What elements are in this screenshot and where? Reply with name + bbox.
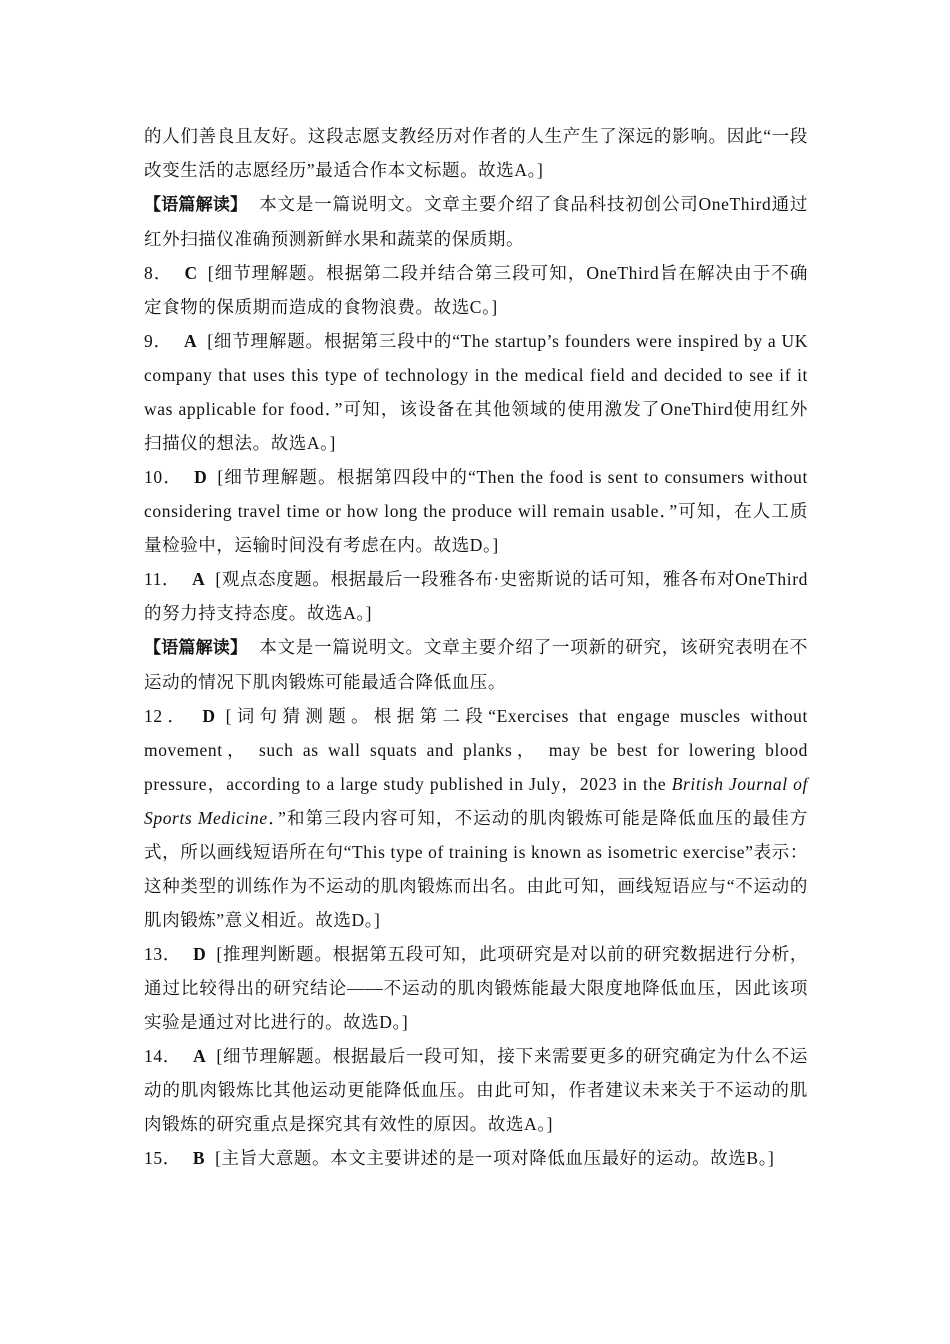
answer-item-10 (144, 460, 808, 562)
reading-interpretation-text: 本文是一篇说明文。文章主要介绍了食品科技初创公司OneThird通过红外扫描仪准确预测新鲜水果和蔬菜的保质期。 (144, 194, 808, 249)
answer-letter: D (193, 944, 207, 964)
answer-key-page (144, 119, 808, 1175)
answer-letter: A (192, 569, 206, 589)
reading-interpretation-heading: 【语篇解读】 (144, 195, 248, 215)
answer-letter: D (202, 706, 216, 726)
answer-item-11 (144, 562, 808, 630)
answer-explanation-part-b: ．”和第三段内容可知，不运动的肌肉锻炼可能是降低血压的最佳方式，所以画线短语所在句“This type of training is known as isometric exercise”表示：这种类型的训练作为不运动的肌肉锻炼而出名。由此可知，画线短语应与“不运动的肌肉锻炼”意义相近。故选D。] (144, 808, 809, 930)
question-number: 13． (144, 944, 182, 964)
journal-title: British Journal of Sports Medicine (144, 774, 808, 828)
answer-item-14 (144, 1039, 808, 1141)
question-number: 15． (144, 1148, 181, 1168)
answer-letter: D (194, 467, 208, 487)
continued-explanation: 的人们善良且友好。这段志愿支教经历对作者的人生产生了深远的影响。因此“一段改变生活的志愿经历”最适合作本文标题。故选A。] (144, 126, 808, 180)
answer-explanation-part-a: [词句猜测题。根据第二段“Exercises that engage muscles without movement， such as wall squats and planks， may be best for lowering blood pressure，according to a large study published in July，2023 in the (144, 706, 808, 794)
answer-item-9 (144, 324, 808, 460)
answer-letter: B (192, 1148, 206, 1168)
question-number: 14． (144, 1046, 182, 1066)
answer-explanation: [主旨大意题。本文主要讲述的是一项对降低血压最好的运动。故选B。] (215, 1148, 775, 1168)
question-number: 8． (144, 263, 173, 283)
answer-letter: C (184, 263, 198, 283)
answer-explanation: [观点态度题。根据最后一段雅各布·史密斯说的话可知，雅各布对OneThird的努力持支持态度。故选A。] (144, 569, 808, 623)
answer-item-13 (144, 937, 808, 1039)
answer-letter: A (183, 331, 198, 351)
reading-interpretation-heading: 【语篇解读】 (144, 638, 248, 658)
reading-interpretation-2 (144, 630, 808, 699)
reading-interpretation-text: 本文是一篇说明文。文章主要介绍了一项新的研究，该研究表明在不运动的情况下肌肉锻炼可能最适合降低血压。 (144, 637, 809, 692)
answer-item-15 (144, 1141, 808, 1175)
answer-item-8 (144, 256, 808, 324)
answer-item-12 (144, 699, 808, 937)
answer-letter: A (193, 1046, 207, 1066)
answer-explanation: [细节理解题。根据第三段中的“The startup’s founders were inspired by a UK company that uses this type of technology in the medical field and decided to see if it was applicable for food．”可知，该设备在其他领域的使用激发了OneThird使用红外扫描仪的想法。故选A。] (144, 331, 808, 453)
answer-explanation: [推理判断题。根据第五段可知，此项研究是对以前的研究数据进行分析，通过比较得出的研究结论——不运动的肌肉锻炼能最大限度地降低血压，因此该项实验是通过对比进行的。故选D。] (144, 944, 808, 1032)
answer-explanation: [细节理解题。根据第二段并结合第三段可知，OneThird旨在解决由于不确定食物的保质期而造成的食物浪费。故选C。] (144, 263, 808, 317)
answer-explanation: [细节理解题。根据第四段中的“Then the food is sent to consumers without considering travel time or how long the produce will remain usable．”可知，在人工质量检验中，运输时间没有考虑在内。故选D。] (144, 467, 808, 555)
question-number: 11． (144, 569, 181, 589)
question-number: 10． (144, 467, 183, 487)
question-number: 12． (144, 706, 191, 726)
question-number: 9． (144, 331, 172, 351)
answer-explanation: [细节理解题。根据最后一段可知，接下来需要更多的研究确定为什么不运动的肌肉锻炼比其他运动更能降低血压。由此可知，作者建议未来关于不运动的肌肉锻炼的研究重点是探究其有效性的原因。故选A。] (144, 1046, 808, 1134)
reading-interpretation-1 (144, 187, 808, 256)
